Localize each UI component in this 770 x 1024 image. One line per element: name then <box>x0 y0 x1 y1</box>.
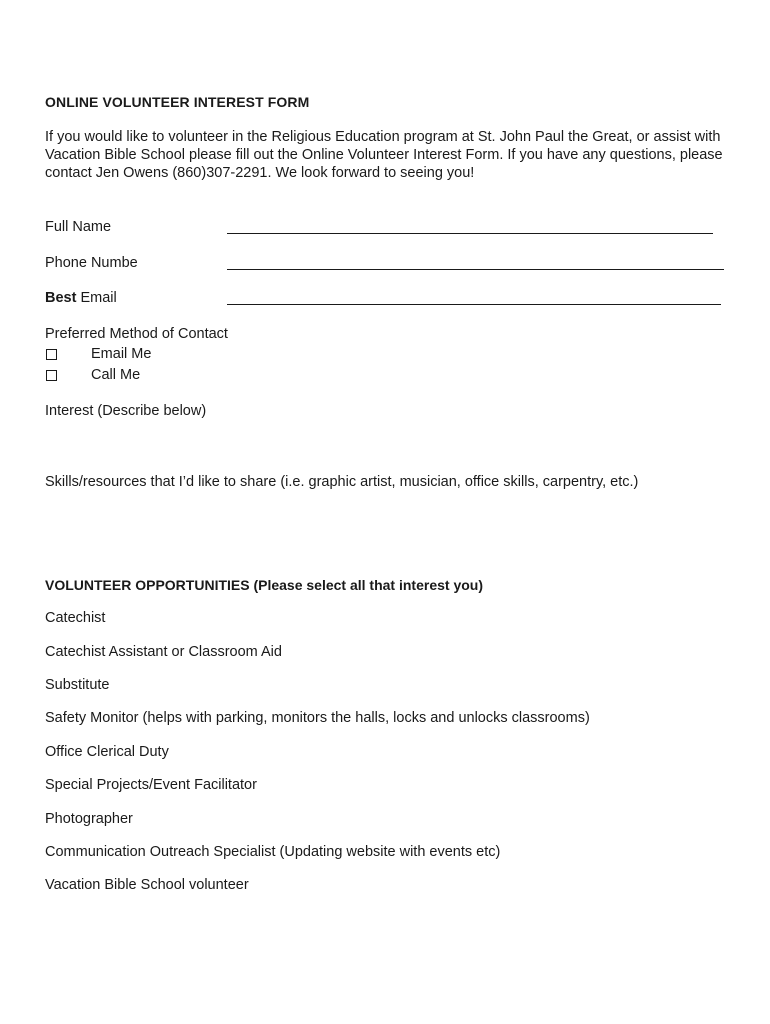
opportunity-item[interactable]: Safety Monitor (helps with parking, monitors the halls, locks and unlocks classrooms) <box>45 710 590 726</box>
email-option-label: Email Me <box>91 346 152 362</box>
call-checkbox[interactable] <box>46 370 57 381</box>
opportunities-heading: VOLUNTEER OPPORTUNITIES (Please select all that interest you) <box>45 577 483 593</box>
opportunity-item[interactable]: Communication Outreach Specialist (Updating website with events etc) <box>45 844 501 860</box>
email-label <box>45 290 117 306</box>
opportunity-item[interactable]: Photographer <box>45 811 133 827</box>
interest-label: Interest (Describe below) <box>45 403 207 419</box>
phone-field[interactable] <box>227 269 724 270</box>
form-title: ONLINE VOLUNTEER INTEREST FORM <box>45 94 310 110</box>
call-option-label: Call Me <box>91 367 141 383</box>
skills-label: Skills/resources that I’d like to share (i.e. graphic artist, musician, office skills, carpentry, etc.) <box>45 474 639 490</box>
opportunity-item[interactable]: Substitute <box>45 677 110 693</box>
opportunity-item[interactable]: Catechist <box>45 610 106 626</box>
email-checkbox[interactable] <box>46 349 57 360</box>
opportunity-item[interactable]: Catechist Assistant or Classroom Aid <box>45 644 282 660</box>
contact-option-email[interactable] <box>45 346 151 362</box>
opportunity-item[interactable]: Special Projects/Event Facilitator <box>45 777 257 793</box>
preferred-contact-label: Preferred Method of Contact <box>45 326 228 342</box>
contact-option-call[interactable] <box>45 367 140 383</box>
phone-label: Phone Numbe <box>45 255 138 271</box>
opportunity-item[interactable]: Vacation Bible School volunteer <box>45 877 249 893</box>
email-field[interactable] <box>227 304 721 305</box>
full-name-label: Full Name <box>45 219 112 235</box>
opportunity-item[interactable]: Office Clerical Duty <box>45 744 169 760</box>
email-label-bold: Best <box>45 290 77 306</box>
email-label-rest: Email <box>76 290 117 306</box>
intro-paragraph: If you would like to volunteer in the Religious Education program at St. John Paul the Great, or assist with Vacation Bible School please fill out the Online Volunteer Interest Form. If you have any questions, please contact Jen Owens (860)307-2291. We look forward to seeing you! <box>45 129 723 181</box>
full-name-field[interactable] <box>227 233 713 234</box>
